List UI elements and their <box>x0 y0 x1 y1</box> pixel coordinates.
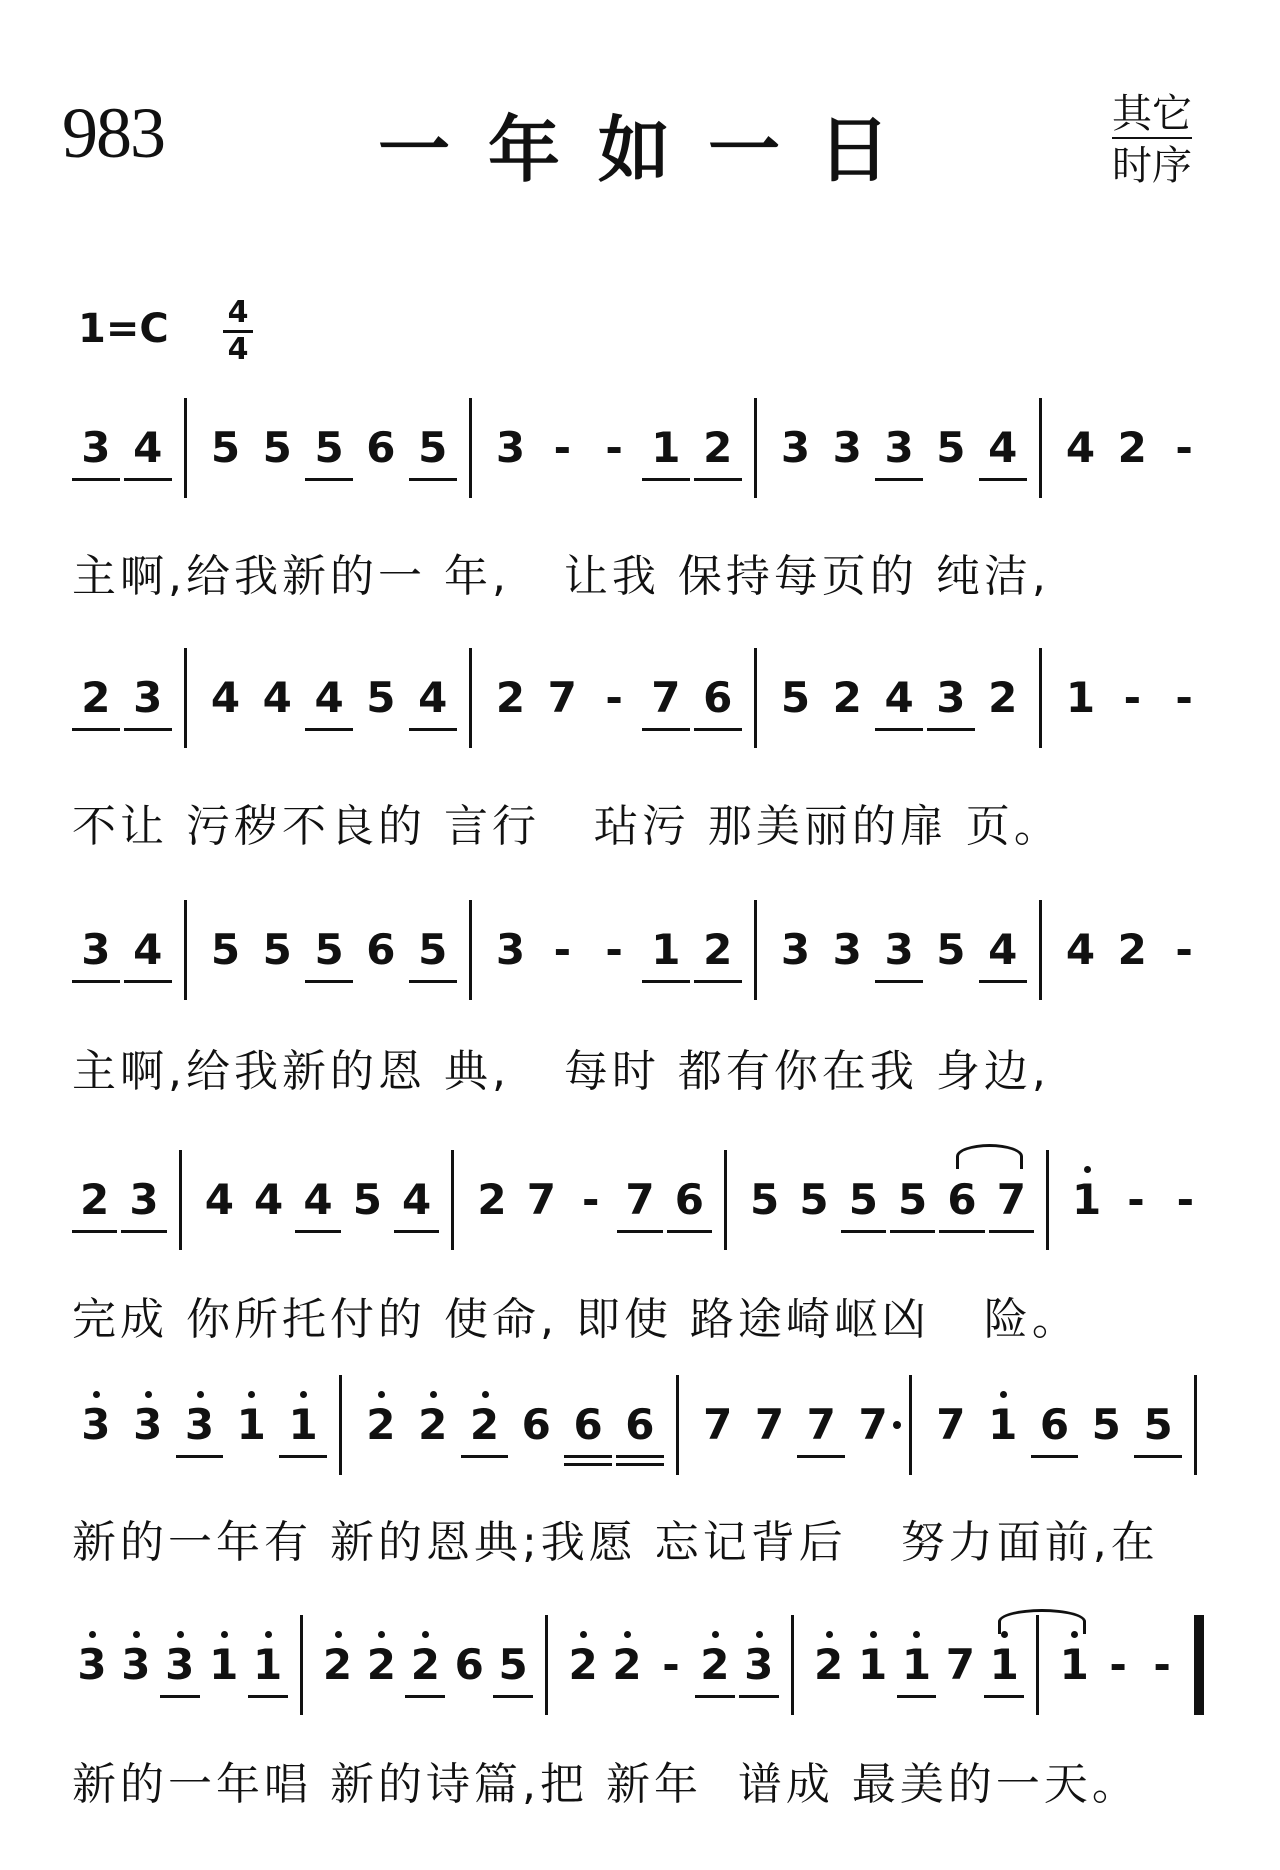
underline <box>939 1230 984 1233</box>
note: 5 <box>418 423 448 472</box>
barline <box>676 1375 679 1475</box>
octave-dot <box>221 1631 228 1638</box>
underline <box>617 1230 662 1233</box>
note: 4 <box>418 673 448 722</box>
underline <box>564 1455 612 1458</box>
octave-dot <box>133 1631 140 1638</box>
note: 2 <box>703 925 733 974</box>
note: 5 <box>210 925 241 974</box>
note: 4 <box>884 673 914 722</box>
underline <box>394 1230 439 1233</box>
music-row-1 <box>70 398 1210 508</box>
note: 4 <box>314 673 344 722</box>
barline <box>339 1375 342 1475</box>
octave-dot <box>826 1631 833 1638</box>
underline <box>841 1230 886 1233</box>
note: 6 <box>573 1400 603 1449</box>
underline <box>694 478 742 481</box>
note: 3 <box>184 1400 215 1449</box>
note: 3 <box>780 423 811 472</box>
note: 6 <box>703 673 733 722</box>
underline <box>616 1455 664 1458</box>
underline <box>493 1695 533 1698</box>
octave-dot <box>300 1391 307 1398</box>
lyric-line-1: 主啊,给我新的一 年, 让我 保持每页的 纯洁, <box>72 551 1050 602</box>
octave-dot <box>145 1391 152 1398</box>
music-row-4 <box>70 1150 1210 1260</box>
octave-dot <box>624 1631 631 1638</box>
song-number: 983 <box>62 93 164 173</box>
music-row-2 <box>70 648 1210 758</box>
extension-dash: - <box>581 1175 600 1224</box>
barline <box>469 648 472 748</box>
octave-dot <box>93 1391 100 1398</box>
note: 1 <box>288 1400 318 1449</box>
underline <box>642 728 690 731</box>
underline <box>72 728 120 731</box>
extension-dash: - <box>662 1640 680 1689</box>
extension-dash: - <box>605 423 623 472</box>
octave-dot <box>89 1631 96 1638</box>
note: 1 <box>252 1640 283 1689</box>
underline <box>1031 1455 1079 1458</box>
underline <box>72 980 120 983</box>
note: 4 <box>204 1175 234 1224</box>
note: 6 <box>947 1175 977 1224</box>
note: 4 <box>402 1175 432 1224</box>
underline <box>694 728 742 731</box>
extension-dash: - <box>1175 673 1193 722</box>
barline <box>909 1375 912 1475</box>
extension-dash: - <box>1127 1175 1145 1224</box>
underline-double <box>564 1463 612 1466</box>
note: 1 <box>989 1640 1019 1689</box>
barline <box>1046 1150 1049 1250</box>
note: 5 <box>262 925 292 974</box>
note: 7 <box>526 1175 556 1224</box>
lyric-line-6: 新的一年唱 新的诗篇,把 新年 谱成 最美的一天。 <box>72 1759 1140 1810</box>
extension-dash: - <box>1153 1640 1171 1689</box>
underline <box>124 728 172 731</box>
note: 6 <box>366 925 396 974</box>
barline <box>754 900 757 1000</box>
underline <box>739 1695 779 1698</box>
note: 3 <box>133 673 163 722</box>
note: 1 <box>1072 1175 1102 1224</box>
note: 2 <box>477 1175 507 1224</box>
extension-dash: - <box>553 925 572 974</box>
note: 5 <box>936 925 966 974</box>
barline <box>469 398 472 498</box>
note: 7 <box>625 1175 655 1224</box>
octave-dot <box>1000 1391 1007 1398</box>
underline <box>875 980 923 983</box>
barline <box>184 648 187 748</box>
barline <box>184 398 187 498</box>
note: 7 <box>945 1640 975 1689</box>
underline <box>989 1230 1034 1233</box>
underline <box>72 1230 117 1233</box>
note: 7 <box>651 673 681 722</box>
note: 2 <box>410 1640 440 1689</box>
underline <box>1134 1455 1182 1458</box>
extension-dash: - <box>1175 925 1193 974</box>
note: 5 <box>314 423 344 472</box>
note: 5 <box>262 423 292 472</box>
barline <box>184 900 187 1000</box>
note: 3 <box>884 423 914 472</box>
note: 3 <box>81 423 111 472</box>
note: 3 <box>165 1640 195 1689</box>
note: 3 <box>77 1640 107 1689</box>
barline <box>754 398 757 498</box>
note: 4 <box>210 673 241 722</box>
note: 2 <box>988 673 1018 722</box>
barline <box>545 1615 548 1715</box>
octave-dot <box>265 1631 272 1638</box>
note: 2 <box>322 1640 353 1689</box>
underline <box>305 980 353 983</box>
note: 4 <box>988 423 1018 472</box>
augmentation-dot <box>893 1421 901 1429</box>
time-bottom: 4 <box>227 332 249 367</box>
note: 2 <box>832 673 862 722</box>
note: 4 <box>133 925 163 974</box>
note: 5 <box>314 925 344 974</box>
underline <box>295 1230 340 1233</box>
lyric-line-2: 不让 污秽不良的 言行 玷污 那美丽的扉 页。 <box>72 801 1062 852</box>
underline <box>72 478 120 481</box>
time-top: 4 <box>227 295 249 330</box>
underline <box>694 980 742 983</box>
underline <box>667 1230 712 1233</box>
barline <box>1194 1375 1197 1475</box>
final-barline <box>1194 1615 1204 1715</box>
extension-dash: - <box>1176 1175 1195 1224</box>
underline <box>642 478 690 481</box>
underline <box>160 1695 200 1698</box>
barline <box>1039 900 1042 1000</box>
barline <box>791 1615 794 1715</box>
note: 3 <box>780 925 811 974</box>
note: 3 <box>121 1640 151 1689</box>
note: 3 <box>129 1175 159 1224</box>
song-category <box>1112 88 1192 192</box>
octave-dot <box>756 1631 763 1638</box>
note: 3 <box>133 1400 163 1449</box>
song-title: 一年如一日 <box>378 108 929 192</box>
octave-dot <box>580 1631 587 1638</box>
underline <box>248 1695 288 1698</box>
octave-dot <box>430 1391 437 1398</box>
underline <box>409 478 457 481</box>
underline <box>124 980 172 983</box>
octave-dot <box>1084 1166 1091 1173</box>
barline <box>1039 398 1042 498</box>
note: 2 <box>700 1640 730 1689</box>
note: 1 <box>209 1640 239 1689</box>
note: 2 <box>703 423 733 472</box>
note: 5 <box>1091 1400 1121 1449</box>
note: 6 <box>521 1400 551 1449</box>
octave-dot <box>335 1631 342 1638</box>
time-signature <box>222 296 254 367</box>
note: 1 <box>651 925 681 974</box>
note: 5 <box>352 1175 382 1224</box>
note: 1 <box>901 1640 932 1689</box>
extension-dash: - <box>605 673 623 722</box>
underline <box>279 1455 327 1458</box>
note: 4 <box>988 925 1018 974</box>
note: 2 <box>814 1640 844 1689</box>
underline <box>461 1455 509 1458</box>
underline <box>875 478 923 481</box>
note: 3 <box>936 673 966 722</box>
note: 1 <box>1065 673 1096 722</box>
extension-dash: - <box>1123 673 1142 722</box>
note: 3 <box>495 925 526 974</box>
note: 2 <box>366 1640 397 1689</box>
note: 2 <box>1117 423 1147 472</box>
octave-dot <box>913 1631 920 1638</box>
note: 3 <box>884 925 914 974</box>
underline <box>121 1230 166 1233</box>
note: 7 <box>754 1400 785 1449</box>
note: 5 <box>210 423 241 472</box>
note: 4 <box>262 673 292 722</box>
note: 4 <box>1065 925 1096 974</box>
octave-dot <box>712 1631 719 1638</box>
octave-dot <box>378 1631 385 1638</box>
underline <box>176 1455 224 1458</box>
underline <box>305 728 353 731</box>
category-bottom: 时序 <box>1112 143 1192 189</box>
underline <box>979 478 1027 481</box>
note: 3 <box>744 1640 774 1689</box>
note: 5 <box>936 423 966 472</box>
note: 6 <box>454 1640 484 1689</box>
underline <box>409 980 457 983</box>
note: 4 <box>133 423 163 472</box>
note: 2 <box>81 673 111 722</box>
note: 5 <box>498 1640 528 1689</box>
lyric-line-3: 主啊,给我新的恩 典, 每时 都有你在我 身边, <box>72 1046 1050 1097</box>
note: 1 <box>1059 1640 1089 1689</box>
barline <box>451 1150 454 1250</box>
barline <box>469 900 472 1000</box>
note: 2 <box>366 1400 396 1449</box>
underline <box>897 1695 937 1698</box>
extension-dash: - <box>553 423 572 472</box>
note: 5 <box>799 1175 829 1224</box>
note: 5 <box>750 1175 780 1224</box>
underline <box>979 980 1027 983</box>
underline <box>890 1230 935 1233</box>
extension-dash: - <box>1109 1640 1127 1689</box>
barline <box>300 1615 303 1715</box>
note: 3 <box>81 1400 111 1449</box>
note: 4 <box>254 1175 284 1224</box>
note: 2 <box>418 1400 448 1449</box>
note: 5 <box>898 1175 928 1224</box>
underline <box>409 728 457 731</box>
note: 5 <box>780 673 811 722</box>
note: 7 <box>806 1400 836 1449</box>
note: 4 <box>303 1175 333 1224</box>
note: 5 <box>1143 1400 1173 1449</box>
underline <box>305 478 353 481</box>
octave-dot <box>422 1631 429 1638</box>
barline <box>724 1150 727 1250</box>
note: 1 <box>236 1400 266 1449</box>
note: 7 <box>996 1175 1026 1224</box>
music-row-5 <box>70 1375 1210 1485</box>
note: 2 <box>495 673 526 722</box>
note: 1 <box>988 1400 1018 1449</box>
note: 5 <box>366 673 396 722</box>
extension-dash: - <box>605 925 623 974</box>
music-row-3 <box>70 900 1210 1010</box>
note: 3 <box>832 925 862 974</box>
octave-dot <box>378 1391 385 1398</box>
note: 2 <box>568 1640 598 1689</box>
tie-arc <box>956 1144 1023 1169</box>
tie-arc <box>998 1609 1086 1634</box>
lyric-line-4: 完成 你所托付的 使命, 即使 路途崎岖凶 险。 <box>72 1294 1080 1345</box>
category-top: 其它 <box>1112 91 1192 137</box>
lyric-line-5: 新的一年有 新的恩典;我愿 忘记背后 努力面前,在 <box>72 1517 1159 1568</box>
underline <box>642 980 690 983</box>
note: 7 <box>858 1400 888 1449</box>
underline <box>875 728 923 731</box>
music-row-6 <box>70 1615 1210 1725</box>
barline <box>179 1150 182 1250</box>
note: 5 <box>418 925 448 974</box>
underline <box>927 728 975 731</box>
note: 7 <box>703 1400 733 1449</box>
extension-dash: - <box>1175 423 1193 472</box>
note: 5 <box>848 1175 878 1224</box>
note: 3 <box>81 925 111 974</box>
octave-dot <box>177 1631 184 1638</box>
note: 3 <box>832 423 862 472</box>
note: 4 <box>1065 423 1096 472</box>
note: 2 <box>612 1640 642 1689</box>
octave-dot <box>482 1391 489 1398</box>
note: 2 <box>1117 925 1147 974</box>
barline <box>1039 648 1042 748</box>
note: 7 <box>547 673 577 722</box>
note: 6 <box>1039 1400 1070 1449</box>
note: 2 <box>469 1400 500 1449</box>
note: 6 <box>625 1400 655 1449</box>
barline <box>754 648 757 748</box>
underline <box>984 1695 1024 1698</box>
key-signature: 1=C <box>78 306 169 352</box>
octave-dot <box>248 1391 255 1398</box>
octave-dot <box>870 1631 877 1638</box>
note: 1 <box>651 423 681 472</box>
underline <box>124 478 172 481</box>
underline <box>695 1695 735 1698</box>
octave-dot <box>197 1391 204 1398</box>
note: 2 <box>80 1175 110 1224</box>
underline <box>405 1695 445 1698</box>
note: 6 <box>674 1175 704 1224</box>
note: 3 <box>495 423 526 472</box>
underline-double <box>616 1463 664 1466</box>
underline <box>797 1455 845 1458</box>
note: 6 <box>366 423 396 472</box>
note: 7 <box>936 1400 966 1449</box>
note: 1 <box>857 1640 888 1689</box>
